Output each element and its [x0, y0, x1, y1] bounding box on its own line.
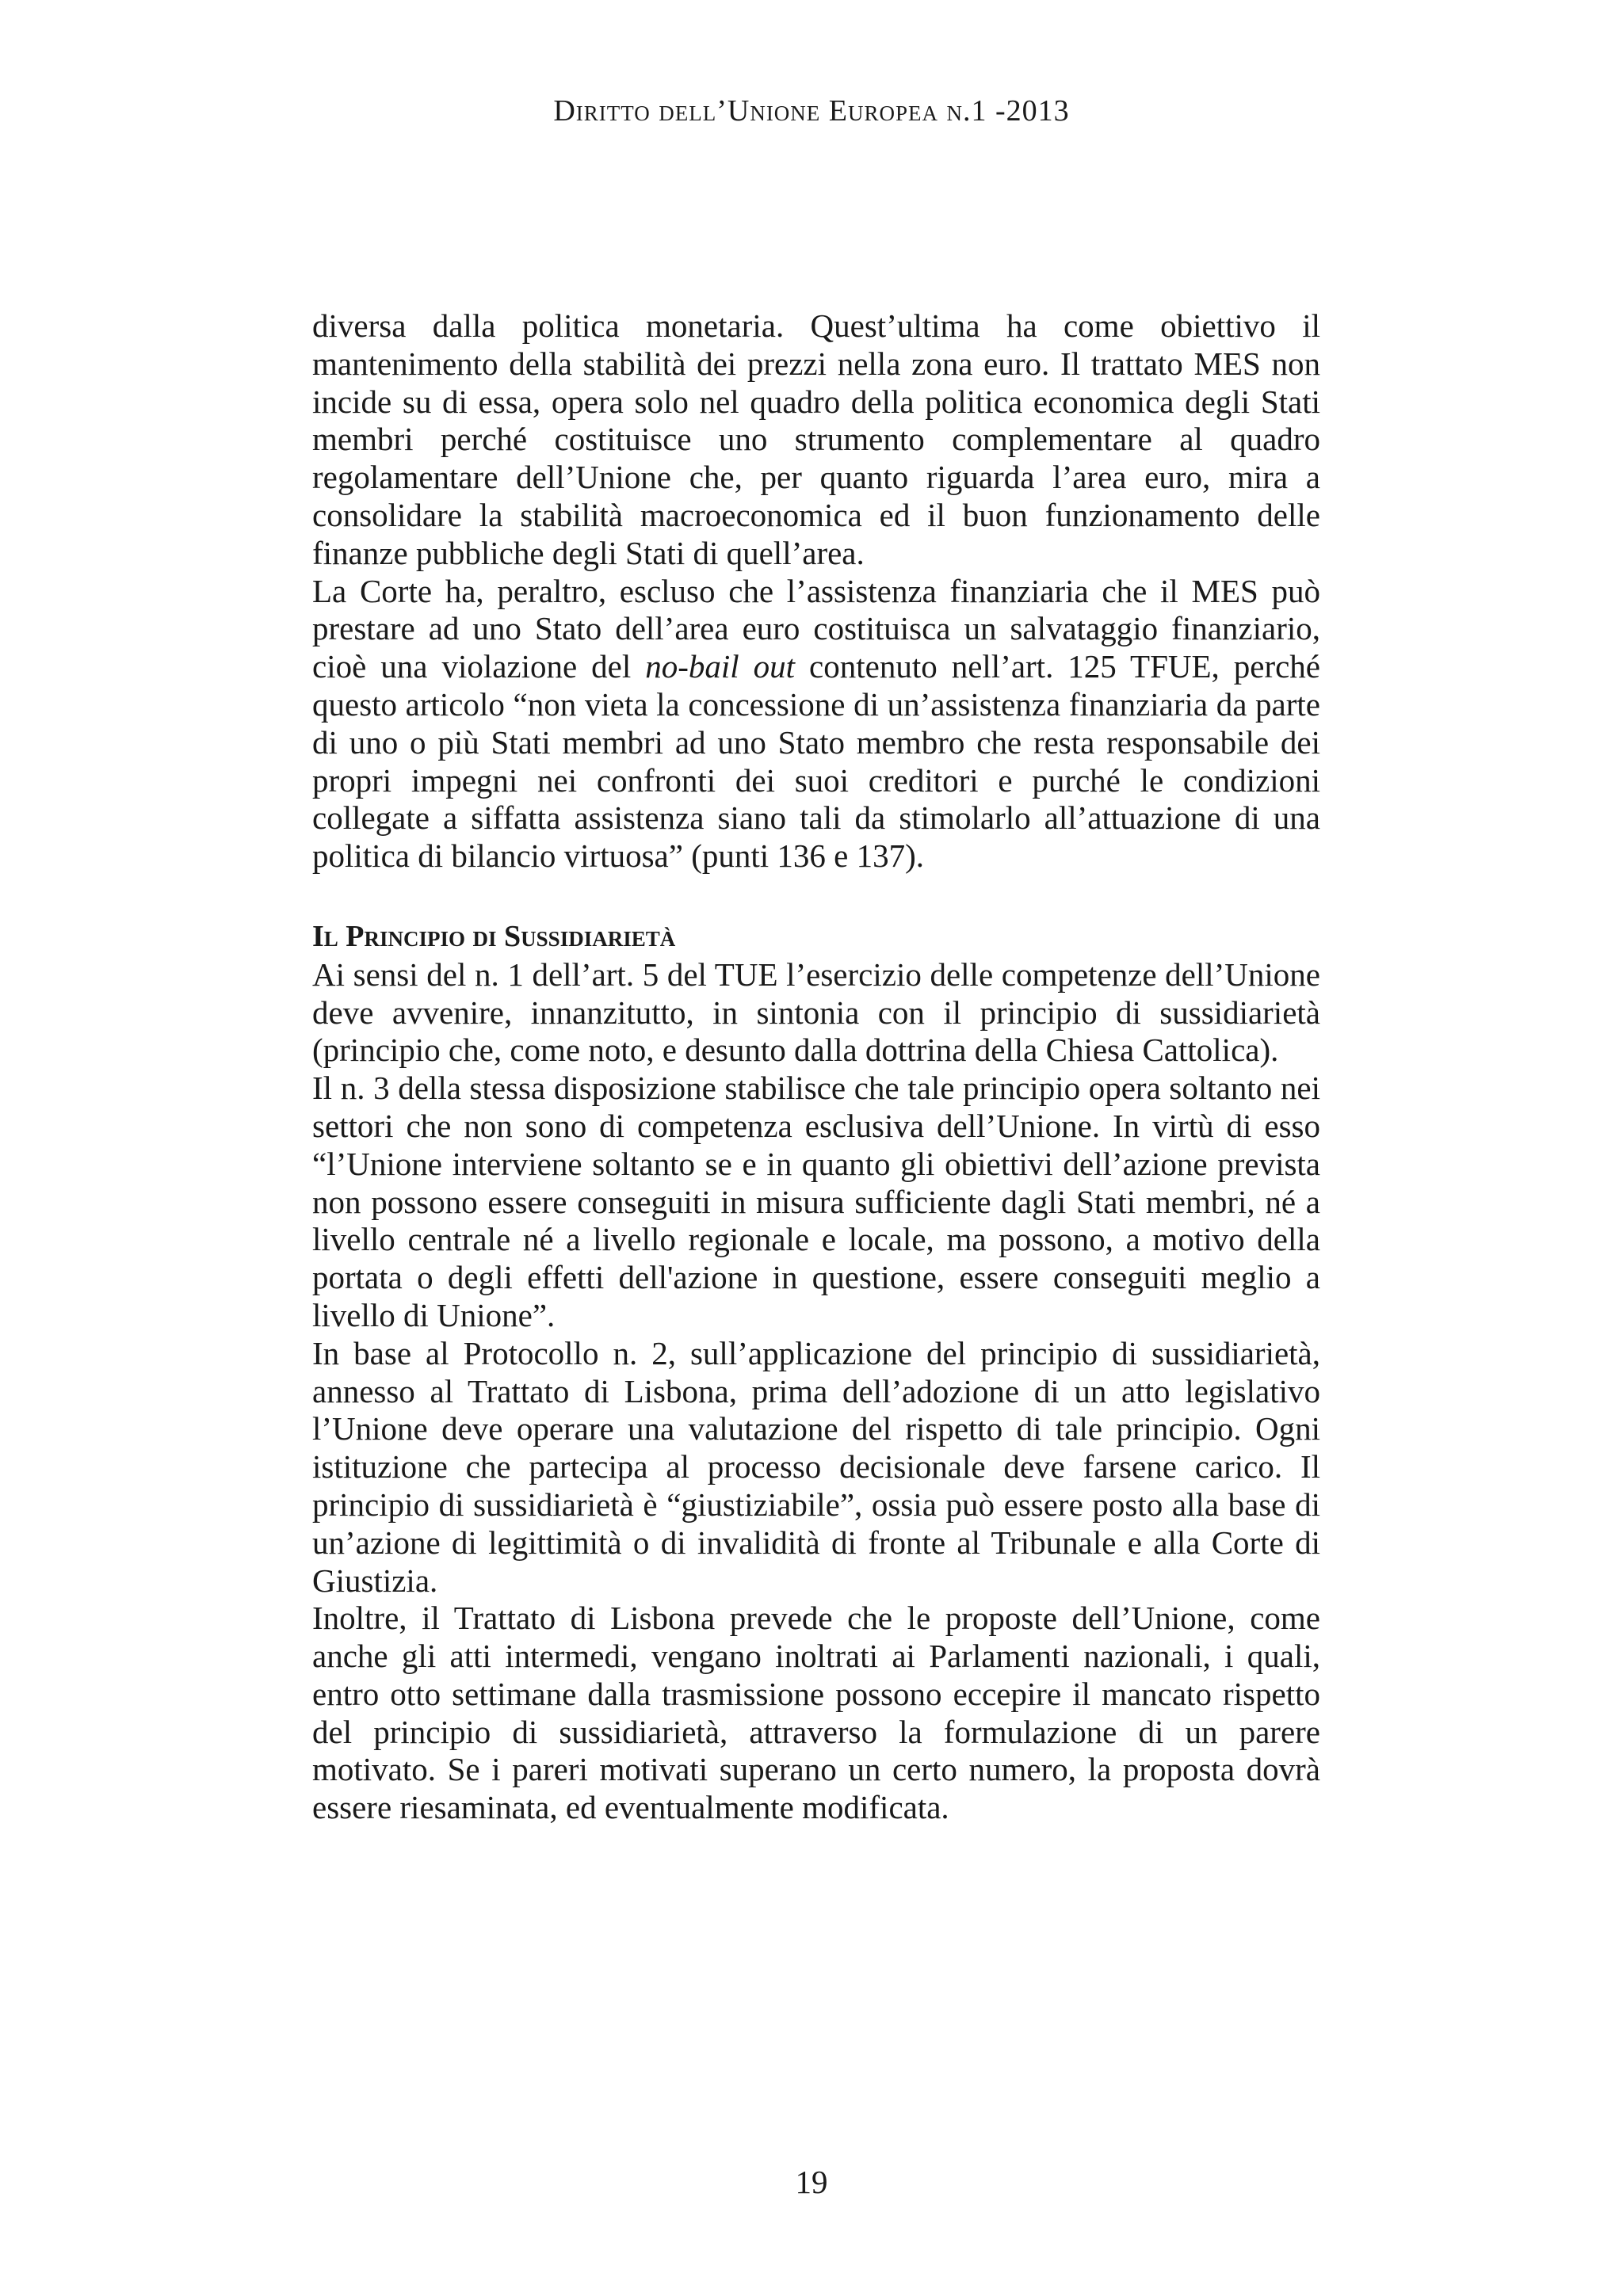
paragraph-parlamenti: Inoltre, il Trattato di Lisbona prevede che le proposte dell’Unione, come anche gli atti intermedi, vengano inoltrati ai Parlamenti nazionali, i quali, entro otto settimane dalla trasmissione possono eccepire il mancato rispetto del principio di sussidiarietà, attraverso la formulazione di un parere motivato. Se i pareri motivati superano un certo numero, la proposta dovrà essere riesaminata, ed eventualmente modificata. — [312, 1600, 1320, 1826]
page-number: 19 — [795, 2164, 828, 2200]
corte-text-after: contenuto nell’art. 125 TFUE, perché questo articolo “non vieta la concessione di un’assistenza finanziaria da parte di uno o più Stati membri ad uno Stato membro che resta responsabile dei propri impegni nei confronti dei suoi creditori e purché le condizioni collegate a siffatta assistenza siano tali da stimolarlo all’attuazione di una politica di bilancio virtuosa” (punti 136 e 137). — [312, 648, 1321, 875]
paragraph-art5: Ai sensi del n. 1 dell’art. 5 del TUE l’esercizio delle competenze dell’Unione deve avvenire, innanzitutto, in sintonia con il principio di sussidiarietà (principio che, come noto, e desunto dalla dottrina della Chiesa Cattolica). — [312, 955, 1320, 1069]
paragraph-monetary-policy: diversa dalla politica monetaria. Quest’ultima ha come obiettivo il mantenimento della stabilità dei prezzi nella zona euro. Il trattato MES non incide su di essa, opera solo nel quadro della politica economica degli Stati membri perché costituisce uno strumento complementare al quadro regolamentare dell’Unione che, per quanto riguarda l’area euro, mira a consolidare la stabilità macroeconomica ed il buon funzionamento delle finanze pubbliche degli Stati di quell’area. — [312, 307, 1320, 571]
paragraph-corte — [312, 573, 1320, 875]
paragraph-protocollo: In base al Protocollo n. 2, sull’applicazione del principio di sussidiarietà, annesso al Trattato di Lisbona, prima dell’adozione di un atto legislativo l’Unione deve operare una valutazione del rispetto di tale principio. Ogni istituzione che partecipa al processo decisionale deve farsene carico. Il principio di sussidiarietà è “giustiziabile”, ossia può essere posto alla base di un’azione di legittimità o di invalidità di fronte al Tribunale e alla Corte di Giustizia. — [312, 1334, 1320, 1599]
body-text — [312, 307, 1320, 1827]
paragraph-n3: Il n. 3 della stessa disposizione stabilisce che tale principio opera soltanto nei settori che non sono di competenza esclusiva dell’Unione. In virtù di esso “l’Unione interviene soltanto se e in quanto gli obiettivi dell’azione prevista non possono essere conseguiti in misura sufficiente dagli Stati membri, né a livello centrale né a livello regionale e locale, ma possono, a motivo della portata o degli effetti dell'azione in questione, essere conseguiti meglio a livello di Unione”. — [312, 1070, 1320, 1333]
corte-text-before: La Corte ha, peraltro, escluso che l’assistenza finanziaria che il MES può prestare ad uno Stato dell’area euro costituisca un salvataggio finanziario, cioè una violazione del — [312, 572, 1320, 685]
running-header: Diritto dell’Unione Europea n.1 -2013 — [553, 94, 1070, 128]
section-spacer — [312, 875, 1320, 918]
section-heading: Il Principio di Sussidiarietà — [312, 919, 676, 953]
no-bail-out-term: no-bail out — [645, 648, 796, 685]
